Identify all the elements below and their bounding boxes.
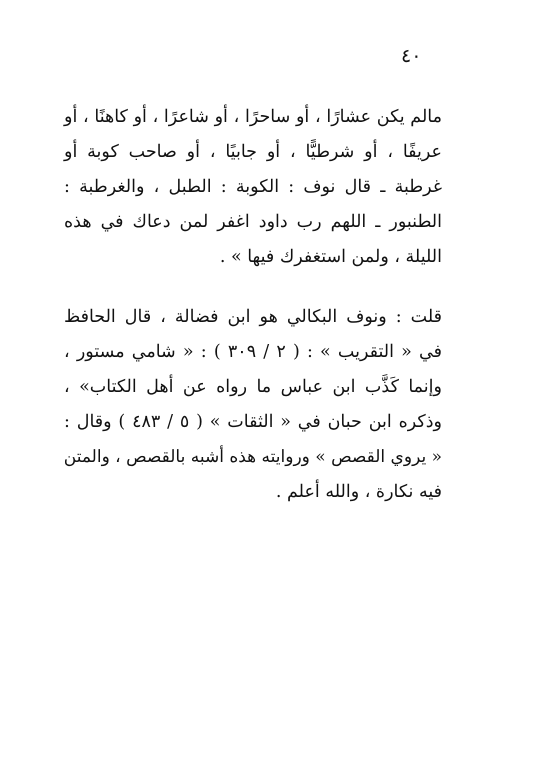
text-line: وذكره ابن حبان في « الثقات » ( ٥ / ٤٨٣ ) وقال : — [64, 412, 442, 432]
text-line: غرطبة ـ قال نوف : الكوبة : الطبل ، والغرطبة : — [64, 177, 442, 197]
text-line: الطنبور ـ اللهم رب داود اغفر لمن دعاك في هذه — [64, 212, 442, 232]
text-line: في « التقريب » : ( ٢ / ٣٠٩ ) : « شامي مستور ، — [64, 342, 442, 362]
text-line: قلت : ونوف البكالي هو ابن فضالة ، قال الحافظ — [64, 307, 442, 327]
page-number: ٤٠ — [401, 45, 422, 67]
text-line: الليلة ، ولمن استغفرك فيها » . — [219, 247, 442, 267]
paragraph-hadith-text — [64, 100, 442, 275]
text-line: مالم يكن عشارًا ، أو ساحرًا ، أو شاعرًا ، أو كاهنًا ، أو — [64, 107, 442, 127]
paragraph-commentary — [64, 300, 442, 510]
text-line: « يروي القصص » وروايته هذه أشبه بالقصص ، والمتن — [63, 447, 442, 467]
text-line: فيه نكارة ، والله أعلم . — [275, 482, 442, 502]
text-line: وإنما كَذَّب ابن عباس ما رواه عن أهل الكتاب» ، — [64, 377, 442, 397]
text-line: عريفًا ، أو شرطيًّا ، أو جابيًا ، أو صاحب كوبة أو — [64, 142, 442, 162]
